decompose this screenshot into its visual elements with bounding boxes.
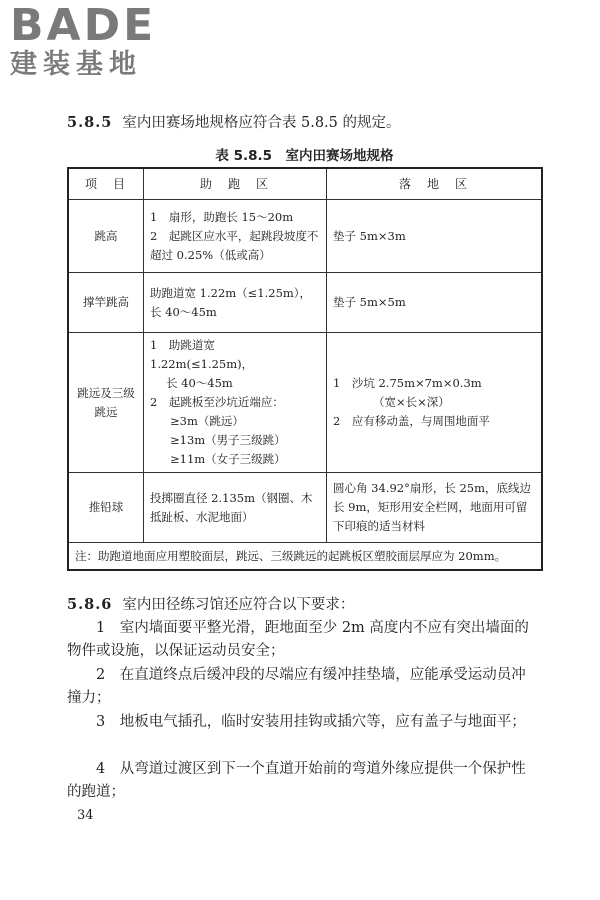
land-line: （宽×长×深） — [373, 395, 450, 409]
run-line: 2 起跳区应水平，起跳段坡度不超过 0.25%（低或高） — [150, 228, 319, 262]
table-row — [68, 473, 542, 543]
row-item: 撑竿跳高 — [68, 273, 144, 333]
table-row — [68, 200, 542, 273]
table-title: 表 5.8.5 室内田赛场地规格 — [215, 148, 394, 164]
table-note-row — [68, 543, 542, 571]
clause-item: 1 室内墙面要平整光滑，距地面至少 2m 高度内不应有突出墙面的物件或设施，以保证运动员安全； — [67, 620, 529, 659]
clause-item: 2 在直道终点后缓冲段的尽端应有缓冲挂垫墙，应能承受运动员冲撞力； — [67, 667, 526, 706]
run-line: 1 助跳道宽 1.22m(≤1.25m)， — [150, 338, 254, 371]
table-row — [68, 333, 542, 473]
header-land: 落 地 区 — [327, 168, 543, 200]
row-land: 圆心角 34.92°扇形，长 25m，底线边长 9m，矩形用安全栏网，地面用可留下印痕的适当材料 — [327, 473, 543, 543]
page-number: 34 — [77, 808, 94, 823]
clause-item: 4 从弯道过渡区到下一个直道开始前的弯道外缘应提供一个保护性的跑道； — [67, 761, 526, 800]
row-item: 推铅球 — [68, 473, 144, 543]
run-line: 1 扇形，助跑长 15～20m — [150, 209, 294, 224]
header-item: 项 目 — [68, 168, 144, 200]
table-header-row — [68, 168, 542, 200]
row-run — [144, 333, 327, 473]
clause-number: 5.8.6 — [67, 596, 113, 613]
spec-table — [67, 167, 543, 571]
row-item: 跳远及三级跳远 — [68, 333, 144, 473]
logo-wordmark: BADE — [10, 0, 157, 51]
clause-item: 3 地板电气插孔，临时安装用挂钩或插穴等，应有盖子与地面平； — [96, 714, 526, 730]
clause-5-8-5 — [67, 113, 401, 133]
run-line: ≥11m（女子三级跳） — [170, 452, 286, 466]
row-item: 跳高 — [68, 200, 144, 273]
clause-5-8-6 — [67, 595, 354, 615]
table-row — [68, 273, 542, 333]
land-line: 2 应有移动盖，与周围地面平 — [333, 414, 490, 428]
row-land: 垫子 5m×3m — [327, 200, 543, 273]
row-run: 投掷圈直径 2.135m（钢圈、木抵趾板、水泥地面） — [144, 473, 327, 543]
land-line: 1 沙坑 2.75m×7m×0.3m — [333, 376, 482, 390]
clause-text: 室内田赛场地规格应符合表 5.8.5 的规定。 — [122, 115, 401, 131]
table-note: 注：助跑道地面应用塑胶面层，跳远、三级跳远的起跳板区塑胶面层厚应为 20mm。 — [68, 543, 542, 571]
header-run: 助 跑 区 — [144, 168, 327, 200]
logo — [10, 0, 180, 84]
row-land: 垫子 5m×5m — [327, 273, 543, 333]
clause-text: 室内田径练习馆还应符合以下要求： — [122, 597, 355, 613]
row-run — [144, 200, 327, 273]
run-line: ≥13m（男子三级跳） — [170, 433, 286, 447]
clause-number: 5.8.5 — [67, 114, 113, 131]
run-line: 长 40～45m — [166, 376, 233, 390]
row-land — [327, 333, 543, 473]
run-line: 2 起跳板至沙坑近端应： — [150, 395, 284, 409]
row-run: 助跑道宽 1.22m（≤1.25m），长 40～45m — [144, 273, 327, 333]
logo-subtitle: 建装基地 — [10, 49, 142, 80]
run-line: ≥3m（跳远） — [170, 414, 244, 428]
